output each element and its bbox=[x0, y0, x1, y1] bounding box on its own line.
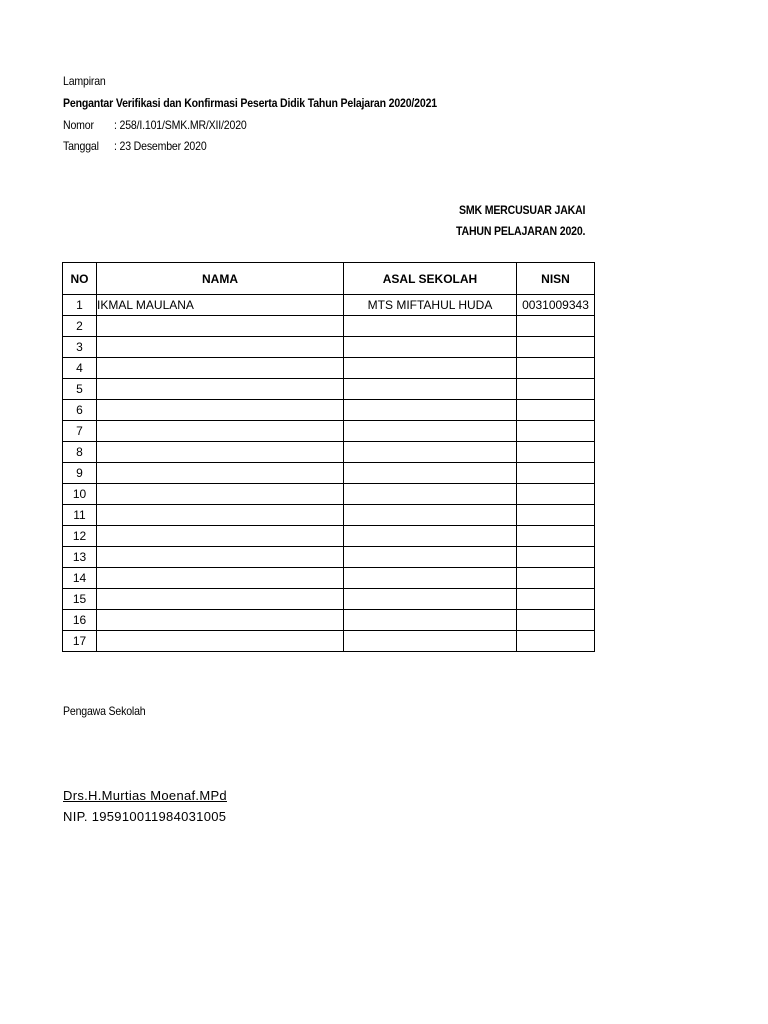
cell-nama bbox=[97, 379, 344, 400]
table-row bbox=[63, 337, 595, 358]
table-row bbox=[63, 316, 595, 337]
cell-asal bbox=[344, 358, 517, 379]
cell-nisn bbox=[517, 421, 595, 442]
table-row bbox=[63, 568, 595, 589]
cell-asal bbox=[344, 568, 517, 589]
cell-asal bbox=[344, 610, 517, 631]
cell-nama bbox=[97, 421, 344, 442]
cell-nama bbox=[97, 400, 344, 421]
cell-nisn bbox=[517, 442, 595, 463]
cell-nisn bbox=[517, 316, 595, 337]
table-row bbox=[63, 484, 595, 505]
cell-no: 3 bbox=[63, 337, 97, 358]
cell-no: 9 bbox=[63, 463, 97, 484]
nomor-label: Nomor bbox=[63, 118, 94, 132]
cell-nama bbox=[97, 463, 344, 484]
table-row bbox=[63, 400, 595, 421]
header-asal-sekolah: ASAL SEKOLAH bbox=[344, 263, 517, 295]
cell-nama bbox=[97, 610, 344, 631]
cell-asal bbox=[344, 421, 517, 442]
letter-subject: Pengantar Verifikasi dan Konfirmasi Peserta Didik Tahun Pelajaran 2020/2021 bbox=[63, 96, 437, 110]
cell-nama bbox=[97, 316, 344, 337]
title-line-2: SMK MERCUSUAR JAKAI bbox=[459, 203, 586, 217]
cell-nama: IKMAL MAULANA bbox=[97, 295, 344, 316]
cell-nisn bbox=[517, 484, 595, 505]
cell-asal bbox=[344, 631, 517, 652]
cell-asal bbox=[344, 463, 517, 484]
cell-nama bbox=[97, 505, 344, 526]
cell-nisn bbox=[517, 337, 595, 358]
cell-asal bbox=[344, 589, 517, 610]
table-row bbox=[63, 589, 595, 610]
cell-asal bbox=[344, 442, 517, 463]
table-row bbox=[63, 505, 595, 526]
table-row bbox=[63, 526, 595, 547]
table-row bbox=[63, 442, 595, 463]
cell-asal bbox=[344, 505, 517, 526]
cell-no: 12 bbox=[63, 526, 97, 547]
table-row bbox=[63, 547, 595, 568]
lampiran-label: Lampiran bbox=[63, 74, 106, 88]
cell-asal bbox=[344, 526, 517, 547]
cell-no: 8 bbox=[63, 442, 97, 463]
supervisor-nip: NIP. 195910011984031005 bbox=[63, 809, 227, 824]
cell-nama bbox=[97, 337, 344, 358]
title-line-2-wrap bbox=[0, 203, 594, 219]
table-row bbox=[63, 463, 595, 484]
cell-nisn bbox=[517, 505, 595, 526]
table-header-row bbox=[63, 263, 595, 295]
supervisor-name: Drs.H.Murtias Moenaf.MPd bbox=[63, 788, 227, 803]
cell-asal bbox=[344, 337, 517, 358]
header-no: NO bbox=[63, 263, 97, 295]
cell-nisn bbox=[517, 547, 595, 568]
cell-nama bbox=[97, 484, 344, 505]
table-row bbox=[63, 379, 595, 400]
supervisor-role: Pengawa Sekolah bbox=[63, 704, 146, 718]
cell-nama bbox=[97, 442, 344, 463]
nomor-value: : 258/I.101/SMK.MR/XII/2020 bbox=[114, 118, 247, 132]
rekap-table bbox=[62, 262, 595, 652]
cell-nama bbox=[97, 568, 344, 589]
cell-nama bbox=[97, 358, 344, 379]
tanggal-label: Tanggal bbox=[63, 139, 99, 153]
cell-no: 6 bbox=[63, 400, 97, 421]
header-nama: NAMA bbox=[97, 263, 344, 295]
tanggal-value: : 23 Desember 2020 bbox=[114, 139, 207, 153]
cell-asal bbox=[344, 484, 517, 505]
cell-asal bbox=[344, 379, 517, 400]
cell-no: 13 bbox=[63, 547, 97, 568]
header-nisn: NISN bbox=[517, 263, 595, 295]
table-row bbox=[63, 358, 595, 379]
cell-nama bbox=[97, 631, 344, 652]
table-row bbox=[63, 295, 595, 316]
cell-nisn: 0031009343 bbox=[517, 295, 595, 316]
title-line-3-wrap bbox=[0, 224, 594, 240]
cell-no: 17 bbox=[63, 631, 97, 652]
cell-no: 2 bbox=[63, 316, 97, 337]
cell-nisn bbox=[517, 526, 595, 547]
cell-nisn bbox=[517, 568, 595, 589]
cell-no: 7 bbox=[63, 421, 97, 442]
title-line-3: TAHUN PELAJARAN 2020. bbox=[456, 224, 586, 238]
cell-no: 11 bbox=[63, 505, 97, 526]
table-row bbox=[63, 421, 595, 442]
cell-no: 4 bbox=[63, 358, 97, 379]
cell-asal bbox=[344, 547, 517, 568]
table-row bbox=[63, 610, 595, 631]
cell-nama bbox=[97, 547, 344, 568]
cell-asal: MTS MIFTAHUL HUDA bbox=[344, 295, 517, 316]
cell-nama bbox=[97, 589, 344, 610]
cell-no: 14 bbox=[63, 568, 97, 589]
cell-no: 1 bbox=[63, 295, 97, 316]
cell-nama bbox=[97, 526, 344, 547]
cell-nisn bbox=[517, 631, 595, 652]
table-row bbox=[63, 631, 595, 652]
cell-asal bbox=[344, 316, 517, 337]
cell-nisn bbox=[517, 463, 595, 484]
cell-no: 16 bbox=[63, 610, 97, 631]
cell-nisn bbox=[517, 610, 595, 631]
cell-no: 10 bbox=[63, 484, 97, 505]
cell-no: 5 bbox=[63, 379, 97, 400]
cell-asal bbox=[344, 400, 517, 421]
cell-nisn bbox=[517, 379, 595, 400]
cell-no: 15 bbox=[63, 589, 97, 610]
cell-nisn bbox=[517, 589, 595, 610]
cell-nisn bbox=[517, 400, 595, 421]
cell-nisn bbox=[517, 358, 595, 379]
